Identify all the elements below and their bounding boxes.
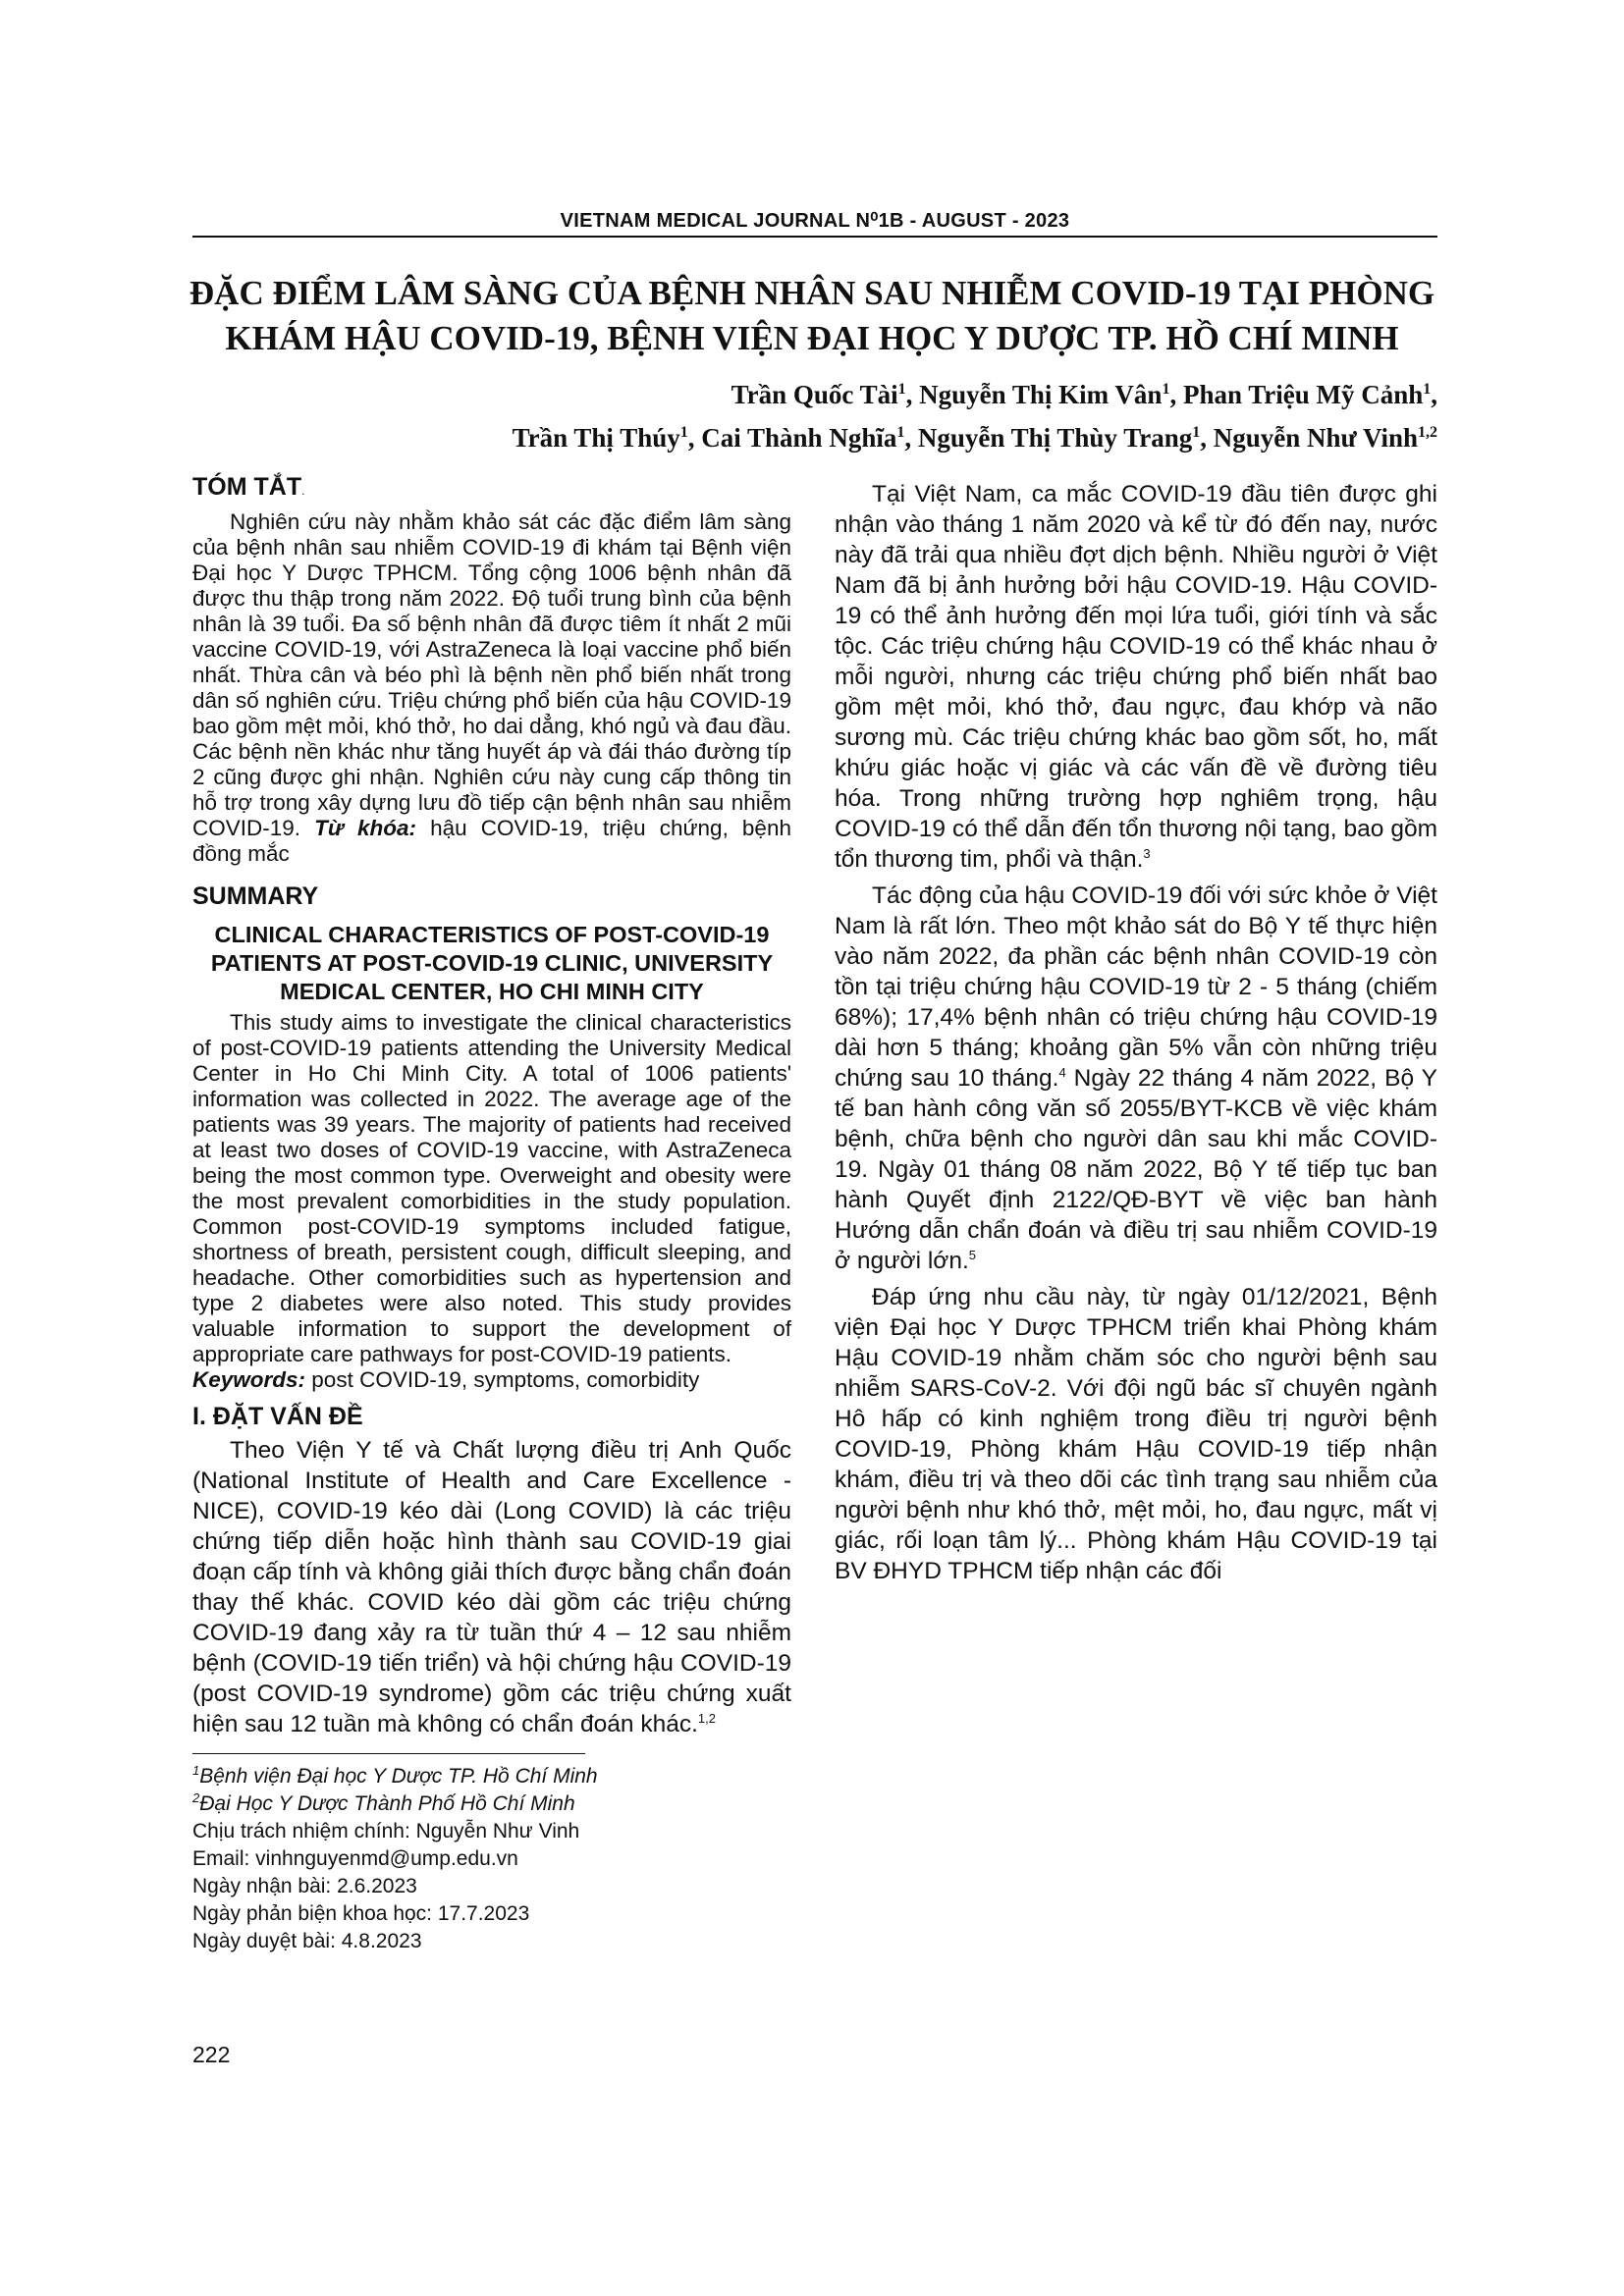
- author-name: Nguyễn Thị Kim Vân: [919, 380, 1163, 409]
- keywords-en-line: [192, 1367, 791, 1393]
- footnote-reviewed: Ngày phản biện khoa học: 17.7.2023: [192, 1902, 530, 1925]
- author-affiliation: 1: [897, 381, 906, 398]
- title-line-2: KHÁM HẬU COVID-19, BỆNH VIỆN ĐẠI HỌC Y DƯỢC TP. HỒ CHÍ MINH: [225, 319, 1399, 357]
- summary-heading: SUMMARY: [192, 882, 319, 910]
- keywords-vi-label: Từ khóa:: [314, 816, 417, 840]
- footnote-email: Email: vinhnguyenmd@ump.edu.vn: [192, 1847, 518, 1870]
- section-heading-introduction: I. ĐẶT VẤN ĐỀ: [192, 1403, 363, 1430]
- citation: 1,2: [697, 1710, 716, 1726]
- footnote-divider: [192, 1753, 585, 1754]
- running-header: VIETNAM MEDICAL JOURNAL N⁰1B - AUGUST - 2023: [560, 210, 1070, 232]
- keywords-en-label: Keywords:: [192, 1367, 306, 1392]
- author-affiliation: 1: [896, 424, 905, 441]
- citation: 5: [968, 1247, 977, 1262]
- citation: 3: [1143, 845, 1151, 861]
- keywords-vi: hậu COVID-19, triệu chứng, bệnh đồng mắc: [192, 816, 791, 866]
- author-affiliation: 1: [1423, 381, 1432, 398]
- author-name: Phan Triệu Mỹ Cảnh: [1182, 380, 1424, 409]
- summary-text: This study aims to investigate the clinical characteristics of post-COVID-19 patients attending the University Medical Center in Ho Chi Minh City. A total of 1006 patients' information was collected in 2022. The average age of the patients was 39 years. The majority of patients had received at least two doses of COVID-19 vaccine, with AstraZeneca being the most common type. Overweight and obesity were the most prevalent comorbidities in the study population. Common post-COVID-19 symptoms included fatigue, shortness of breath, persistent cough, difficult sleeping, and headache. Other comorbidities such as hypertension and type 2 diabetes were also noted. This study provides valuable information to support the development of appropriate care pathways for post-COVID-19 patients.: [192, 1010, 791, 1366]
- abstract-heading: TÓM TẮT.: [192, 473, 305, 501]
- intro-paragraph-1: Theo Viện Y tế và Chất lượng điều trị Anh Quốc (National Institute of Health and Care Excellence - NICE), COVID-19 kéo dài (Long COVID) là các triệu chứng tiếp diễn hoặc hình thành sau COVID-19 giai đoạn cấp tính và không giải thích được bằng chẩn đoán thay thế khác. COVID kéo dài gồm các triệu chứng COVID-19 đang xảy ra từ tuần thứ 4 – 12 sau nhiễm bệnh (COVID-19 tiến triển) và hội chứng hậu COVID-19 (post COVID-19 syndrome) gồm các triệu chứng xuất hiện sau 12 tuần mà không có chẩn đoán khác.$^{1,2}$: [192, 1437, 791, 1737]
- citation: 4: [1058, 1064, 1066, 1080]
- footnote-accepted: Ngày duyệt bài: 4.8.2023: [192, 1930, 422, 1952]
- footnotes: [192, 1763, 791, 1955]
- intro-paragraph-2: Tại Việt Nam, ca mắc COVID-19 đầu tiên được ghi nhận vào tháng 1 năm 2020 và kể từ đó đến nay, nước này đã trải qua nhiều đợt dịch bệnh. Nhiều người ở Việt Nam đã bị ảnh hưởng bởi hậu COVID-19. Hậu COVID-19 có thể ảnh hưởng đến mọi lứa tuổi, giới tính và sắc tộc. Các triệu chứng hậu COVID-19 có thể khác nhau ở mỗi người, nhưng các triệu chứng phổ biến nhất bao gồm mệt mỏi, khó thở, đau ngực, đau khớp và não sương mù. Các triệu chứng khác bao gồm sốt, ho, mất khứu giác hoặc vị giác và các vấn đề về đường tiêu hóa. Trong những trường hợp nghiêm trọng, hậu COVID-19 có thể dẫn đến tổn thương nội tạng, bao gồm tổn thương tim, phổi và thận.$^3$: [835, 481, 1437, 873]
- author-name: Nguyễn Như Vinh: [1213, 423, 1418, 453]
- page-number: 222: [192, 2042, 231, 2067]
- title-line-1: ĐẶC ĐIỂM LÂM SÀNG CỦA BỆNH NHÂN SAU NHIỄM COVID-19 TẠI PHÒNG: [189, 274, 1435, 312]
- author-name: Trần Thị Thúy: [512, 423, 680, 453]
- author-line-1: Trần Quốc Tài$^1$, Nguyễn Thị Kim Vân$^1$, Phan Triệu Mỹ Cảnh$^1$,: [731, 380, 1437, 409]
- author-list: [192, 373, 1437, 459]
- summary-title: CLINICAL CHARACTERISTICS OF POST-COVID-19 PATIENTS AT POST-COVID-19 CLINIC, UNIVERSITY MEDICAL CENTER, HO CHI MINH CITY: [210, 922, 774, 1004]
- author-name: Nguyễn Thị Thùy Trang: [917, 423, 1193, 453]
- intro-paragraph-3: Tác động của hậu COVID-19 đối với sức khỏe ở Việt Nam là rất lớn. Theo một khảo sát do Bộ Y tế thực hiện vào năm 2022, đa phần các bệnh nhân COVID-19 còn tồn tại triệu chứng hậu COVID-19 từ 2 - 5 tháng (chiếm 68%); 17,4% bệnh nhân có triệu chứng hậu COVID-19 dài hơn 5 tháng; khoảng gần 5% vẫn còn những triệu chứng sau 10 tháng.$^4$ Ngày 22 tháng 4 năm 2022, Bộ Y tế ban hành công văn số 2055/BYT-KCB về việc khám bệnh, chữa bệnh cho người dân sau khi mắc COVID-19. Ngày 01 tháng 08 năm 2022, Bộ Y tế tiếp tục ban hành Quyết định 2122/QĐ-BYT về việc ban hành Hướng dẫn chẩn đoán và điều trị sau nhiễm COVID-19 ở người lớn.$^5$: [835, 882, 1437, 1274]
- author-affiliation: 1: [1192, 424, 1201, 441]
- author-name: Cai Thành Nghĩa: [701, 423, 897, 453]
- right-column: [835, 473, 1437, 1586]
- author-affiliation: 1: [679, 424, 688, 441]
- author-affiliation: 1: [1162, 381, 1170, 398]
- intro-paragraph-4: Đáp ứng nhu cầu này, từ ngày 01/12/2021, Bệnh viện Đại học Y Dược TPHCM triển khai Phòng khám Hậu COVID-19 nhằm chăm sóc cho người bệnh sau nhiễm SARS-CoV-2. Với đội ngũ bác sĩ chuyên ngành Hô hấp có kinh nghiệm trong điều trị người bệnh COVID-19, Phòng khám Hậu COVID-19 tiếp nhận khám, điều trị và theo dõi các tình trạng sau nhiễm của người bệnh như khó thở, mệt mỏi, ho, đau ngực, mất vị giác, rối loạn tâm lý... Phòng khám Hậu COVID-19 tại BV ĐHYD TPHCM tiếp nhận các đối: [835, 1284, 1437, 1584]
- footnote-responsible: Chịu trách nhiệm chính: Nguyễn Như Vinh: [192, 1820, 580, 1842]
- author-line-2: Trần Thị Thúy$^1$, Cai Thành Nghĩa$^1$, Nguyễn Thị Thùy Trang$^1$, Nguyễn Như Vinh$^{1,2}$: [512, 423, 1437, 453]
- author-name: Trần Quốc Tài: [731, 380, 898, 409]
- article-title: [147, 271, 1477, 361]
- footnote-affiliation-1: $^1$Bệnh viện Đại học Y Dược TP. Hồ Chí Minh: [192, 1763, 598, 1788]
- abstract-vi-text: Nghiên cứu này nhằm khảo sát các đặc điểm lâm sàng của bệnh nhân sau nhiễm COVID-19 đi khám tại Bệnh viện Đại học Y Dược TPHCM. Tổng cộng 1006 bệnh nhân đã được thu thập trong năm 2022. Độ tuổi trung bình của bệnh nhân là 39 tuổi. Đa số bệnh nhân đã được tiêm ít nhất 2 mũi vaccine COVID-19, với AstraZeneca là loại vaccine phổ biến nhất. Thừa cân và béo phì là bệnh nền phổ biến nhất trong dân số nghiên cứu. Triệu chứng phổ biến của hậu COVID-19 bao gồm mệt mỏi, khó thở, ho dai dẳng, khó ngủ và đau đầu. Các bệnh nền khác như tăng huyết áp và đái tháo đường típ 2 cũng được ghi nhận. Nghiên cứu này cung cấp thông tin hỗ trợ trong xây dựng lưu đồ tiếp cận bệnh nhân sau nhiễm COVID-19. Từ khóa: hậu COVID-19, triệu chứng, bệnh đồng mắc: [192, 509, 791, 866]
- header-divider: [192, 236, 1437, 238]
- footnote-affiliation-2: $^2$Đại Học Y Dược Thành Phố Hồ Chí Minh: [192, 1790, 575, 1815]
- footnote-received: Ngày nhận bài: 2.6.2023: [192, 1875, 417, 1897]
- left-column: [192, 473, 791, 1739]
- author-affiliation: 1,2: [1418, 424, 1437, 441]
- keywords-en: post COVID-19, symptoms, comorbidity: [311, 1367, 700, 1392]
